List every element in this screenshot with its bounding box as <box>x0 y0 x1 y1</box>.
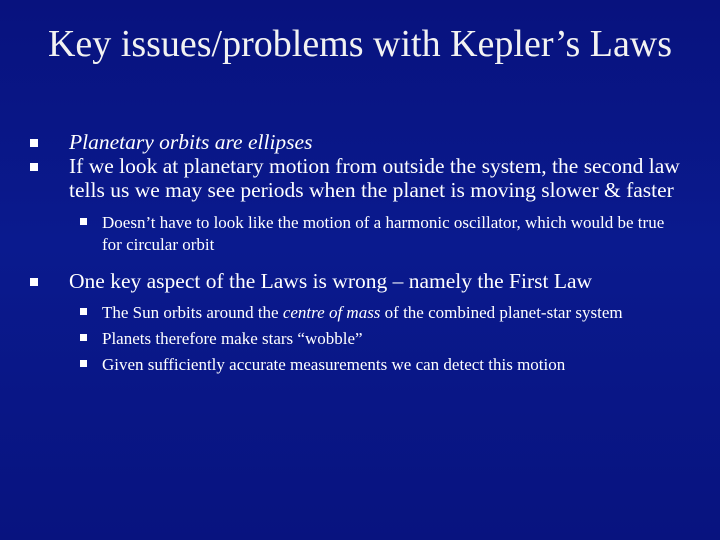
sub-bullet-text: Planets therefore make stars “wobble” <box>102 329 363 348</box>
sub-bullet-text-post: of the combined planet-star system <box>380 303 623 322</box>
sub-bullet-list <box>28 302 688 376</box>
sub-bullet-text-pre: The Sun orbits around the <box>102 303 283 322</box>
square-bullet-icon <box>80 334 87 341</box>
square-bullet-icon <box>80 218 87 225</box>
square-bullet-icon <box>80 308 87 315</box>
bullet-item <box>28 130 688 154</box>
square-bullet-icon <box>80 360 87 367</box>
square-bullet-icon <box>30 278 38 286</box>
sub-bullet-text: Given sufficiently accurate measurements we can detect this motion <box>102 355 566 374</box>
sub-bullet-item <box>102 328 688 350</box>
bullet-text: Planetary orbits are ellipses <box>69 130 313 154</box>
bullet-text: One key aspect of the Laws is wrong – namely the First Law <box>69 269 593 293</box>
sub-bullet-item <box>102 212 688 256</box>
sub-bullet-text <box>102 302 688 324</box>
sub-bullet-item <box>102 302 688 324</box>
sub-bullet-item <box>102 354 688 376</box>
bullet-text: If we look at planetary motion from outside the system, the second law tells us we may see periods when the planet is moving slower & faster <box>69 154 680 202</box>
sub-bullet-text: Doesn’t have to look like the motion of a harmonic oscillator, which would be true for circular orbit <box>102 213 665 254</box>
bullet-list <box>28 130 688 376</box>
emphasis-text: centre of mass <box>282 303 381 322</box>
slide-title: Key issues/problems with Kepler’s Laws <box>47 23 673 65</box>
square-bullet-icon <box>30 139 38 147</box>
sub-bullet-list <box>28 212 688 256</box>
bullet-item <box>28 269 688 293</box>
square-bullet-icon <box>30 163 38 171</box>
bullet-item <box>28 154 688 202</box>
